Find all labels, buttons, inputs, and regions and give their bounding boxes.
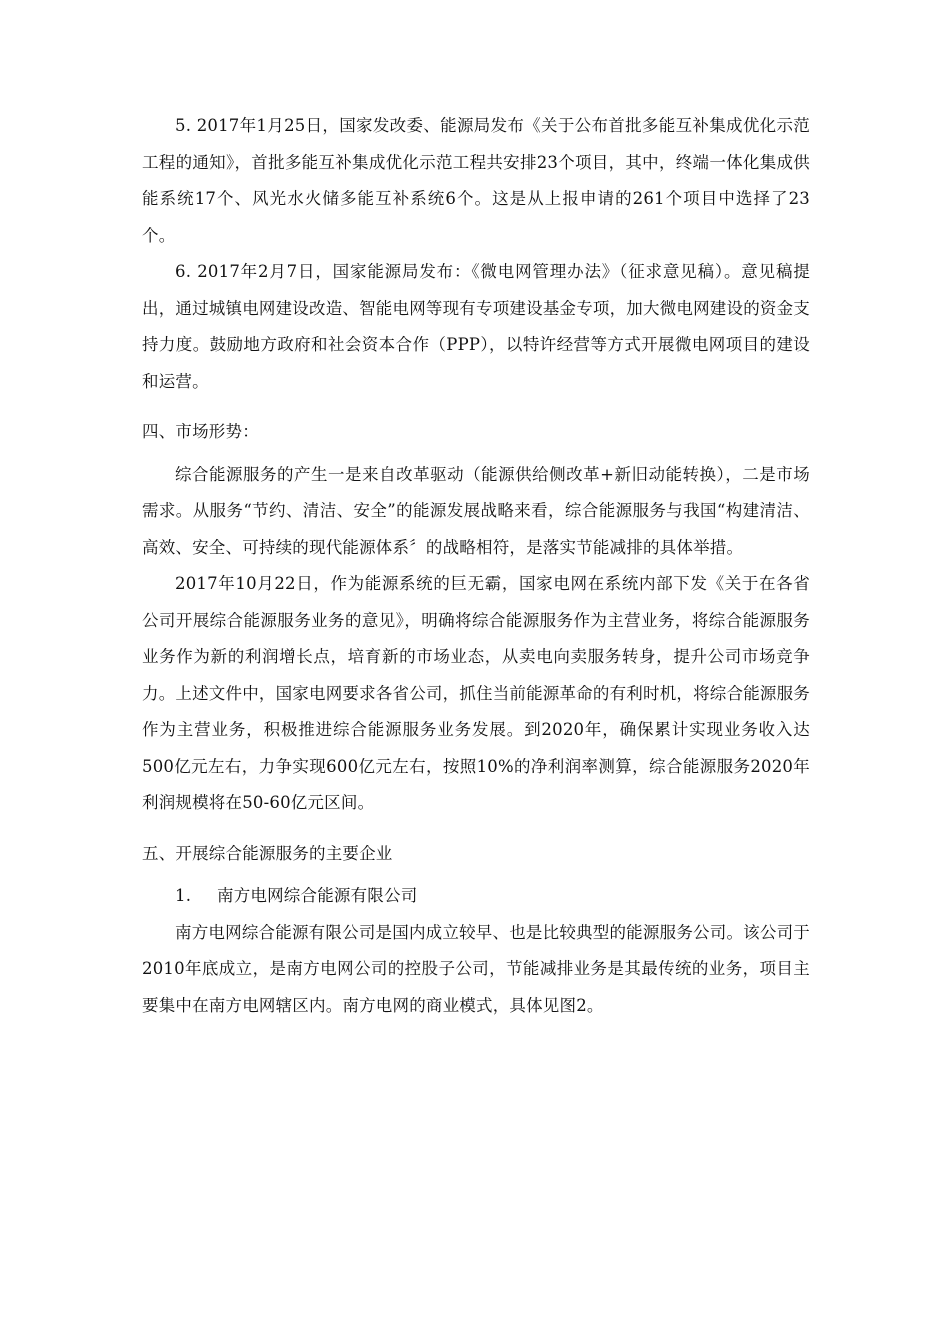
section-4-paragraph-2: 2017年10月22日，作为能源系统的巨无霸，国家电网在系统内部下发《关于在各省公司开展综合能源服务业务的意见》，明确将综合能源服务作为主营业务，将综合能源服务业务作为新的利润增长点，培育新的市场业态，从卖电向卖服务转身，提升公司市场竞争力。上述文件中，国家电网要求各省公司，抓住当前能源革命的有利时机，将综合能源服务作为主营业务，积极推进综合能源服务业务发展。到2020年，确保累计实现业务收入达500亿元左右，力争实现600亿元左右，按照10%的净利润率测算，综合能源服务2020年利润规模将在50-60亿元区间。: [142, 574, 810, 812]
spacer: [142, 822, 810, 836]
document-page: [142, 108, 810, 1024]
spacer: [142, 400, 810, 414]
section-5-paragraph-1: 南方电网综合能源有限公司是国内成立较早、也是比较典型的能源服务公司。该公司于2010年底成立，是南方电网公司的控股子公司，节能减排业务是其最传统的业务，项目主要集中在南方电网辖区内。南方电网的商业模式，具体见图2。: [142, 922, 810, 1015]
section-4-heading: 四、市场形势：: [142, 422, 259, 441]
paragraph-item-5: 5. 2017年1月25日，国家发改委、能源局发布《关于公布首批多能互补集成优化示范工程的通知》，首批多能互补集成优化示范工程共安排23个项目，其中，终端一体化集成供能系统17个、风光水火储多能互补系统6个。这是从上报申请的261个项目中选择了23个。: [142, 116, 810, 245]
section-5-heading: 五、开展综合能源服务的主要企业: [142, 843, 393, 863]
subheading-title: 南方电网综合能源有限公司: [217, 886, 418, 905]
subheading-number: 1.: [175, 886, 192, 905]
section-4-paragraph-1: 综合能源服务的产生一是来自改革驱动（能源供给侧改革+新旧动能转换），二是市场需求。从服务“节约、清洁、安全”的能源发展战略来看，综合能源服务与我国“构建清洁、高效、安全、可持续的现代能源体系〞的战略相符，是落实节能减排的具体举措。: [142, 464, 810, 557]
section-5-subheading-1: [142, 878, 810, 915]
paragraph-item-6: 6. 2017年2月7日，国家能源局发布：《微电网管理办法》（征求意见稿）。意见稿提出，通过城镇电网建设改造、智能电网等现有专项建设基金专项，加大微电网建设的资金支持力度。鼓励地方政府和社会资本合作（PPP），以特许经营等方式开展微电网项目的建设和运营。: [142, 262, 810, 391]
